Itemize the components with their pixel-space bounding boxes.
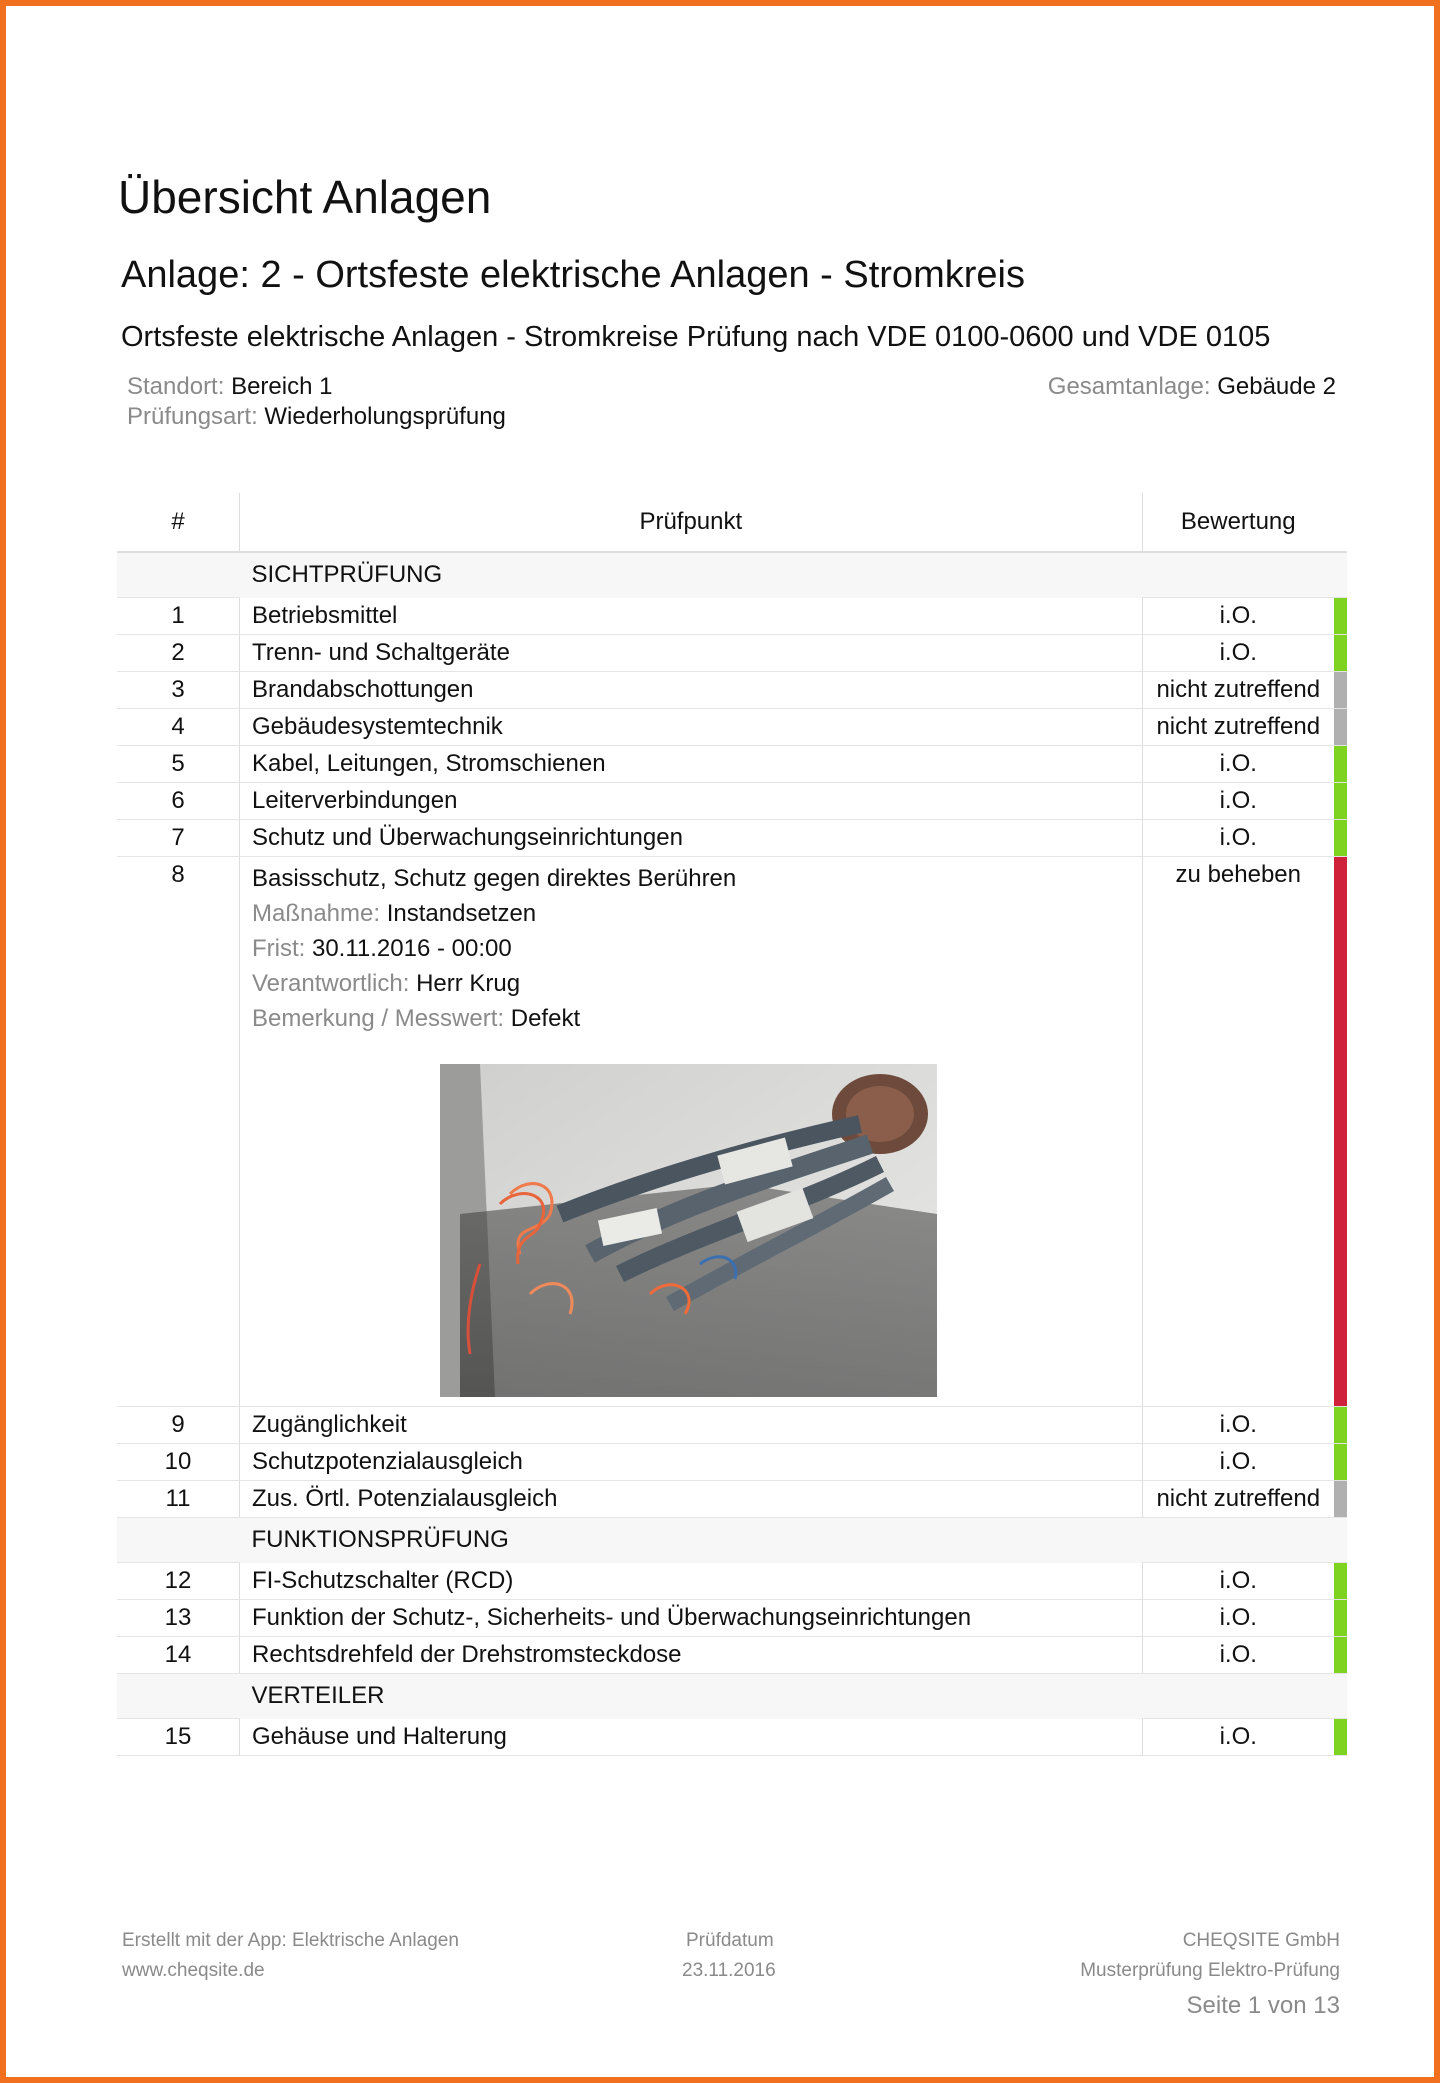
- section-name: VERTEILER: [239, 1674, 1142, 1719]
- footer-date-value: 23.11.2016: [682, 1960, 776, 1981]
- status-bar: [1334, 820, 1347, 857]
- status-bar: [1334, 1719, 1347, 1756]
- pruefungsart-label: Prüfungsart:: [127, 403, 258, 430]
- row-num: 10: [117, 1444, 239, 1481]
- table-row: [117, 746, 1347, 783]
- inspection-table: [117, 493, 1347, 1756]
- row-bewertung: i.O.: [1142, 598, 1334, 635]
- standort-label: Standort:: [127, 373, 225, 400]
- row-pruefpunkt: Brandabschottungen: [239, 672, 1142, 709]
- detail-bemerkung: [252, 1001, 1142, 1036]
- row-pruefpunkt: Kabel, Leitungen, Stromschienen: [239, 746, 1142, 783]
- table-header: [117, 493, 1347, 552]
- row-bewertung: i.O.: [1142, 1637, 1334, 1674]
- row-pruefpunkt: Zus. Örtl. Potenzialausgleich: [239, 1481, 1142, 1518]
- row-bewertung: nicht zutreffend: [1142, 709, 1334, 746]
- row-bewertung: i.O.: [1142, 1407, 1334, 1444]
- row-num: 11: [117, 1481, 239, 1518]
- table-row: [117, 1481, 1347, 1518]
- section-name: FUNKTIONSPRÜFUNG: [239, 1518, 1142, 1563]
- detail-verantwortlich: [252, 966, 1142, 1001]
- defect-photo: [440, 1064, 937, 1397]
- row-pruefpunkt: Funktion der Schutz-, Sicherheits- und Überwachungseinrichtungen: [239, 1600, 1142, 1637]
- row-bewertung: i.O.: [1142, 783, 1334, 820]
- detail-massnahme: [252, 896, 1142, 931]
- section-header: [117, 1674, 1347, 1719]
- row-pruefpunkt: Basisschutz, Schutz gegen direktes Berühren: [251, 865, 737, 892]
- row-bewertung: zu beheben: [1142, 857, 1334, 1407]
- anlage-heading: Anlage: 2 - Ortsfeste elektrische Anlagen - Stromkreis: [121, 254, 1025, 296]
- row-pruefpunkt: FI-Schutzschalter (RCD): [239, 1563, 1142, 1600]
- status-bar: [1334, 1563, 1347, 1600]
- table-row: [117, 1407, 1347, 1444]
- row-num: 2: [117, 635, 239, 672]
- status-bar: [1334, 1407, 1347, 1444]
- anlage-subtitle: Ortsfeste elektrische Anlagen - Stromkreise Prüfung nach VDE 0100-0600 und VDE 0105: [121, 321, 1271, 353]
- footer-page-number: Seite 1 von 13: [1186, 1992, 1340, 2019]
- footer-date-label: Prüfdatum: [686, 1930, 774, 1951]
- row-num: 14: [117, 1637, 239, 1674]
- row-num: 7: [117, 820, 239, 857]
- row-bewertung: i.O.: [1142, 820, 1334, 857]
- row-num: 15: [117, 1719, 239, 1756]
- table-row: [117, 635, 1347, 672]
- table-row: [117, 1563, 1347, 1600]
- status-bar: [1334, 1444, 1347, 1481]
- gesamtanlage-label: Gesamtanlage:: [1047, 373, 1211, 400]
- table-row: [117, 598, 1347, 635]
- status-bar: [1334, 1600, 1347, 1637]
- row-bewertung: i.O.: [1142, 1563, 1334, 1600]
- status-bar: [1334, 709, 1347, 746]
- row-bewertung: i.O.: [1142, 1600, 1334, 1637]
- bemerkung-label: Bemerkung / Messwert:: [251, 1005, 505, 1032]
- row-pruefpunkt: Schutz und Überwachungseinrichtungen: [239, 820, 1142, 857]
- meta-gesamtanlage: [1048, 373, 1336, 401]
- row-num: 12: [117, 1563, 239, 1600]
- section-header: [117, 1518, 1347, 1563]
- section-header: [117, 552, 1347, 598]
- row-bewertung: i.O.: [1142, 746, 1334, 783]
- status-bar: [1334, 672, 1347, 709]
- table-row: [117, 1600, 1347, 1637]
- row-bewertung: i.O.: [1142, 1719, 1334, 1756]
- status-bar: [1334, 746, 1347, 783]
- table-row: [117, 1719, 1347, 1756]
- table-row: [117, 672, 1347, 709]
- footer-created-with: Erstellt mit der App: Elektrische Anlagen: [122, 1930, 459, 1951]
- table-row: [117, 783, 1347, 820]
- meta-pruefungsart: [127, 403, 506, 431]
- massnahme-value: Instandsetzen: [386, 900, 537, 927]
- verantwortlich-value: Herr Krug: [416, 970, 521, 997]
- bemerkung-value: Defekt: [510, 1005, 581, 1032]
- row-pruefpunkt: Rechtsdrehfeld der Drehstromsteckdose: [239, 1637, 1142, 1674]
- row-pruefpunkt: Gehäuse und Halterung: [239, 1719, 1142, 1756]
- table-row: [117, 820, 1347, 857]
- page-title: Übersicht Anlagen: [118, 171, 492, 223]
- row-bewertung: nicht zutreffend: [1142, 672, 1334, 709]
- row-pruefpunkt: Trenn- und Schaltgeräte: [239, 635, 1142, 672]
- meta-standort: [127, 373, 332, 401]
- table-row: [117, 1637, 1347, 1674]
- status-bar: [1334, 783, 1347, 820]
- row-bewertung: nicht zutreffend: [1142, 1481, 1334, 1518]
- detail-frist: [252, 931, 1142, 966]
- table-row: [117, 709, 1347, 746]
- row-num: 13: [117, 1600, 239, 1637]
- row-num: 4: [117, 709, 239, 746]
- massnahme-label: Maßnahme:: [251, 900, 381, 927]
- row-pruefpunkt: Schutzpotenzialausgleich: [239, 1444, 1142, 1481]
- standort-value: Bereich 1: [231, 373, 333, 400]
- pruefungsart-value: Wiederholungsprüfung: [264, 403, 506, 430]
- frist-value: 30.11.2016 - 00:00: [311, 935, 512, 962]
- row-num: 8: [117, 857, 239, 1407]
- row-num: 5: [117, 746, 239, 783]
- row-pruefpunkt: Gebäudesystemtechnik: [239, 709, 1142, 746]
- frist-label: Frist:: [251, 935, 306, 962]
- table-row: [117, 1444, 1347, 1481]
- status-bar: [1334, 1481, 1347, 1518]
- row-num: 9: [117, 1407, 239, 1444]
- verantwortlich-label: Verantwortlich:: [251, 970, 410, 997]
- table-row-defect: [117, 857, 1347, 1407]
- header-num: #: [117, 493, 239, 552]
- status-bar: [1334, 1637, 1347, 1674]
- row-num: 6: [117, 783, 239, 820]
- status-bar: [1334, 857, 1347, 1407]
- gesamtanlage-value: Gebäude 2: [1217, 373, 1336, 400]
- row-pruefpunkt: Zugänglichkeit: [239, 1407, 1142, 1444]
- row-bewertung: i.O.: [1142, 635, 1334, 672]
- row-pruefpunkt-detail: [239, 857, 1142, 1407]
- section-name: SICHTPRÜFUNG: [239, 552, 1142, 598]
- row-pruefpunkt: Leiterverbindungen: [239, 783, 1142, 820]
- row-bewertung: i.O.: [1142, 1444, 1334, 1481]
- row-pruefpunkt: Betriebsmittel: [239, 598, 1142, 635]
- row-num: 3: [117, 672, 239, 709]
- header-bewertung: Bewertung: [1142, 493, 1334, 552]
- footer-report-name: Musterprüfung Elektro-Prüfung: [1080, 1960, 1340, 1981]
- header-pruefpunkt: Prüfpunkt: [239, 493, 1142, 552]
- status-bar: [1334, 635, 1347, 672]
- header-status-spacer: [1334, 493, 1347, 552]
- footer-company: CHEQSITE GmbH: [1182, 1930, 1340, 1951]
- status-bar: [1334, 598, 1347, 635]
- row-num: 1: [117, 598, 239, 635]
- footer-website[interactable]: www.cheqsite.de: [122, 1960, 265, 1981]
